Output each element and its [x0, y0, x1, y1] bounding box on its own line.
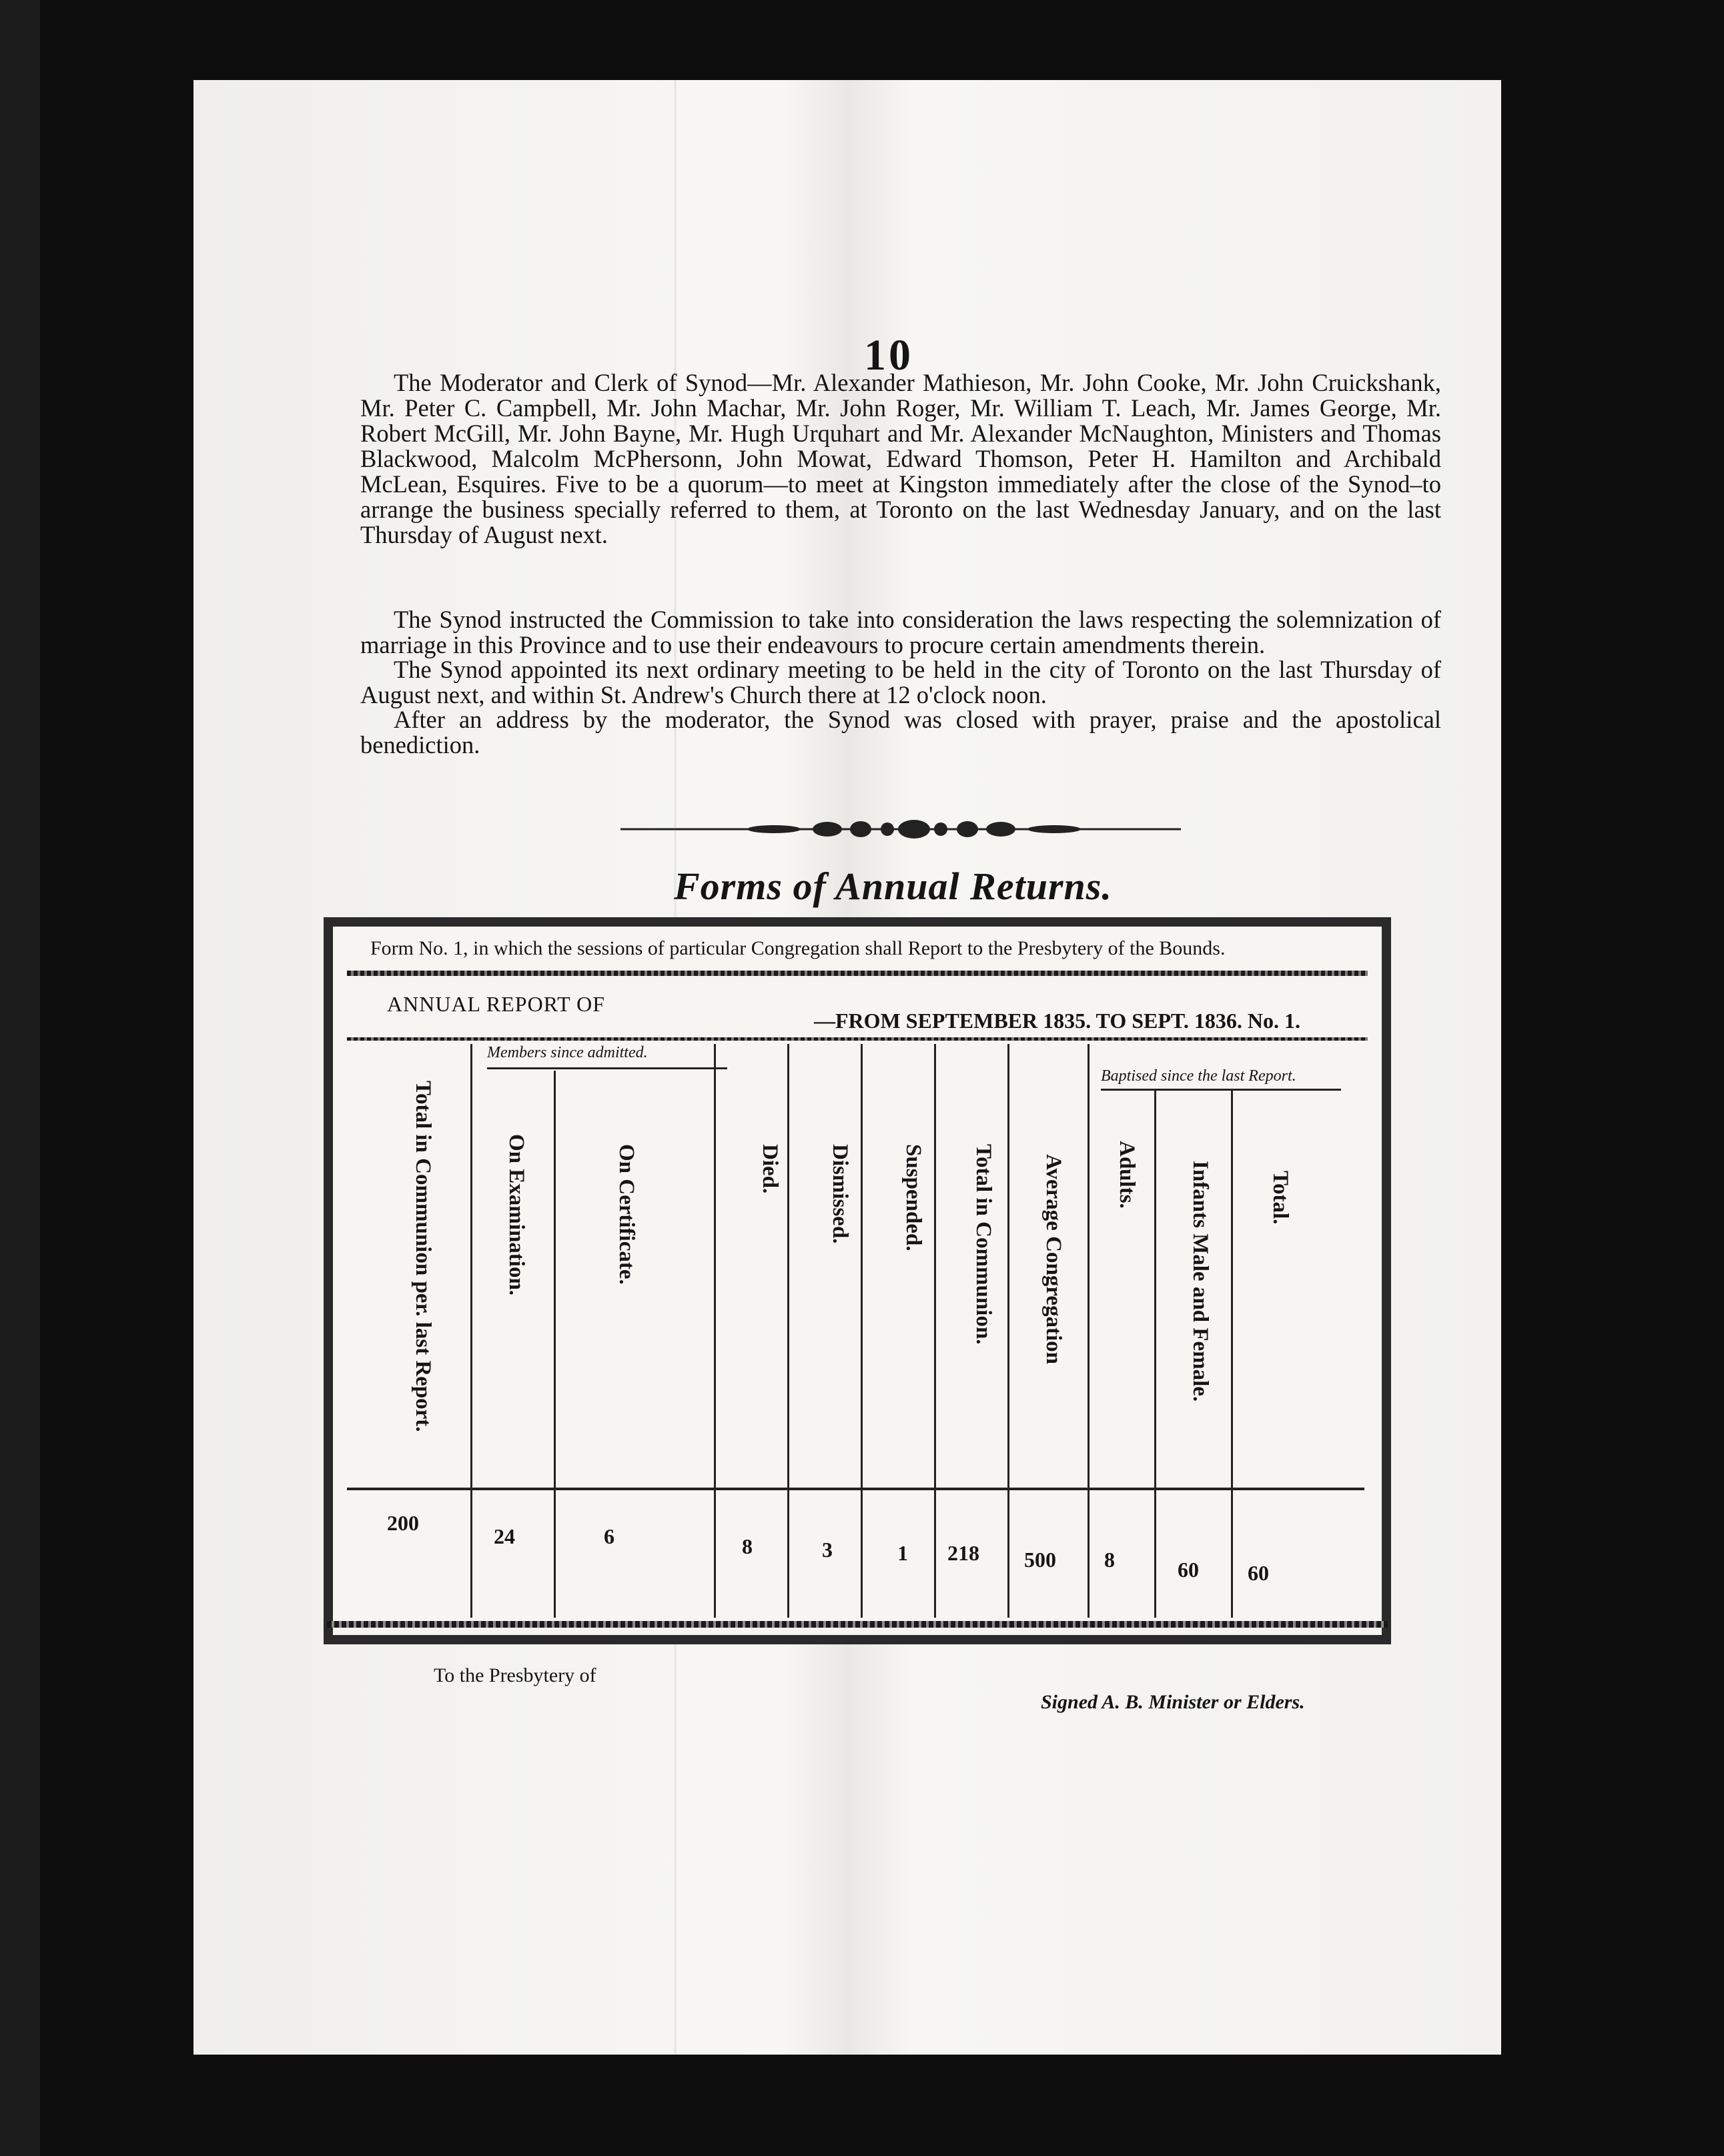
col-average-congregation: Average Congregation	[1041, 1154, 1065, 1364]
col-on-examination: On Examination.	[504, 1134, 528, 1296]
paragraph-marriage-laws: The Synod instructed the Commission to take into consideration the laws respecting the solemnization of marriage in this Province and to use their endeavours to procure certain amendments therein.	[360, 606, 1441, 658]
column-divider	[1007, 1044, 1009, 1618]
report-period: —FROM SEPTEMBER 1835. TO SEPT. 1836. No. 1.	[814, 1009, 1300, 1033]
data-row-rule	[347, 1488, 1364, 1490]
baptised-group-rule	[1101, 1089, 1341, 1091]
column-divider	[1231, 1091, 1233, 1618]
members-group-label: Members since admitted.	[487, 1044, 648, 1061]
col-total: Total.	[1268, 1171, 1292, 1225]
scan-border	[0, 0, 40, 2156]
col-infants: Infants Male and Female.	[1188, 1161, 1212, 1402]
column-divider	[861, 1044, 863, 1618]
column-divider	[934, 1044, 936, 1618]
col-on-certificate: On Certificate.	[614, 1144, 638, 1285]
value-dismissed: 3	[822, 1538, 833, 1562]
signature-line: Signed A. B. Minister or Elders.	[1041, 1691, 1305, 1713]
col-total-last-report: Total in Communion per. last Report.	[411, 1081, 435, 1432]
value-suspended: 1	[897, 1541, 908, 1565]
forms-heading: Forms of Annual Returns.	[674, 865, 1112, 908]
value-average-congregation: 500	[1024, 1548, 1056, 1572]
paragraph-next-meeting: The Synod appointed its next ordinary meeting to be held in the city of Toronto on the last Thursday of August next, and within St. Andrew's Church there at 12 o'clock noon.	[360, 656, 1441, 708]
col-died: Died.	[758, 1144, 782, 1194]
value-total-last-report: 200	[387, 1511, 419, 1535]
paragraph-commission: The Moderator and Clerk of Synod—Mr. Alexander Mathieson, Mr. John Cooke, Mr. John Cruickshank, Mr. Peter C. Campbell, Mr. John Machar, Mr. John Roger, Mr. William T. Leach, Mr. James George, Mr. Robert McGill, Mr. John Bayne, Mr. Hugh Urquhart and Mr. Alexander McNaughton, Ministers and Thomas Blackwood, Malcolm McPhersonn, John Mowat, Edward Thomson, Peter H. Hamilton and Archibald McLean, Esquires. Five to be a quorum—to meet at Kingston immediately after the close of the Synod–to arrange the business specially referred to them, at Toronto on the last Wednesday January, and on the last Thursday of August next.	[360, 369, 1441, 548]
form-body	[334, 927, 1381, 1634]
col-suspended: Suspended.	[901, 1144, 925, 1251]
form-caption: Form No. 1, in which the sessions of particular Congregation shall Report to the Presbytery of the Bounds.	[370, 937, 1226, 959]
value-died: 8	[742, 1534, 753, 1558]
col-adults: Adults.	[1115, 1141, 1139, 1209]
column-divider	[1154, 1091, 1156, 1618]
value-adults: 8	[1104, 1548, 1115, 1572]
column-divider	[1088, 1044, 1090, 1618]
column-divider	[470, 1044, 472, 1618]
value-total: 60	[1248, 1561, 1269, 1585]
col-total-in-communion: Total in Communion.	[971, 1144, 995, 1345]
col-dismissed: Dismissed.	[828, 1144, 852, 1244]
column-divider	[787, 1044, 789, 1618]
form-rule-header	[347, 1037, 1368, 1041]
form-rule-bottom	[327, 1621, 1388, 1628]
to-presbytery-label: To the Presbytery of	[434, 1664, 596, 1686]
value-total-in-communion: 218	[947, 1541, 979, 1565]
ornamental-divider-icon	[620, 813, 1181, 846]
baptised-group-label: Baptised since the last Report.	[1101, 1067, 1296, 1085]
column-divider	[714, 1044, 716, 1618]
page-number: 10	[864, 331, 913, 380]
value-on-certificate: 6	[604, 1524, 614, 1548]
paragraph-closing: After an address by the moderator, the Synod was closed with prayer, praise and the apostolical benediction.	[360, 706, 1441, 758]
column-divider	[554, 1071, 556, 1618]
value-on-examination: 24	[494, 1524, 515, 1548]
annual-report-label: ANNUAL REPORT OF	[387, 992, 605, 1016]
form-rule-top	[347, 971, 1368, 976]
members-group-rule	[487, 1067, 727, 1069]
value-infants: 60	[1178, 1558, 1199, 1582]
